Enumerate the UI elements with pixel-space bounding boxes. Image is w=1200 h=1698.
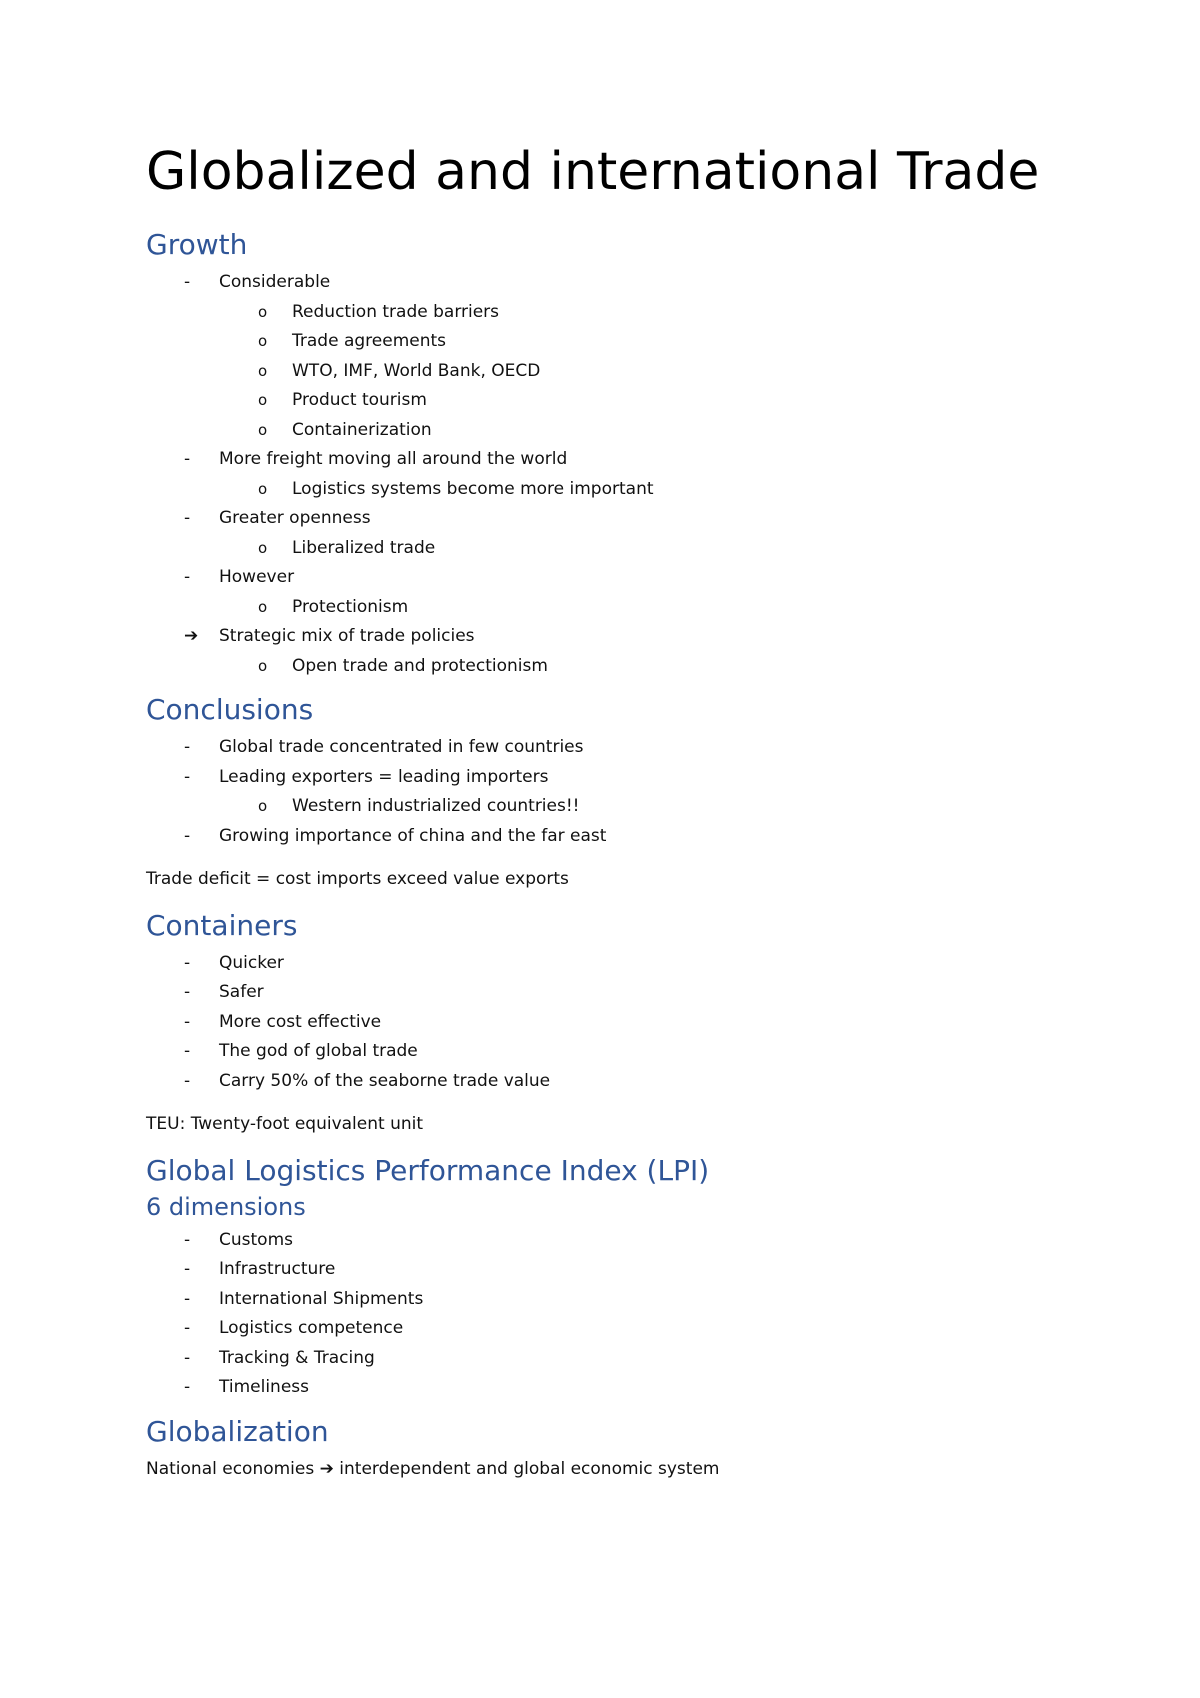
- circle-bullet-icon: o: [258, 797, 268, 815]
- dash-bullet-icon: -: [184, 1318, 191, 1338]
- sub-list: [146, 475, 1046, 505]
- list-item-text: Timeliness: [219, 1377, 309, 1397]
- list-item-text: Carry 50% of the seaborne trade value: [219, 1070, 551, 1091]
- sub-list-item-text: Protectionism: [292, 596, 409, 617]
- dash-bullet-icon: -: [184, 766, 191, 787]
- list-item-text: Safer: [219, 982, 264, 1002]
- list-item-text: Global trade concentrated in few countries: [219, 737, 584, 757]
- list-item: [146, 822, 1046, 852]
- list-item: [146, 1037, 1046, 1067]
- circle-bullet-icon: o: [258, 479, 268, 498]
- note-globalization: National economies ➔ interdependent and global economic system: [146, 1458, 720, 1479]
- sub-list: [146, 792, 1046, 822]
- dash-bullet-icon: -: [184, 449, 191, 469]
- list-item: [146, 978, 1046, 1008]
- list-item: [146, 733, 1046, 763]
- bullet-list-conclusions: [146, 733, 1046, 851]
- dash-bullet-icon: -: [184, 1347, 191, 1368]
- dash-bullet-icon: -: [184, 1070, 191, 1091]
- circle-bullet-icon: o: [258, 361, 268, 380]
- sub-list-item: [146, 298, 1046, 328]
- bullet-list-lpi: [146, 1226, 1046, 1403]
- list-item: [146, 622, 1046, 652]
- dash-bullet-icon: -: [184, 567, 191, 587]
- list-item: [146, 445, 1046, 475]
- sub-list: [146, 593, 1046, 623]
- section-heading-lpi: Global Logistics Performance Index (LPI): [146, 1153, 710, 1187]
- sub-list-item-text: Open trade and protectionism: [292, 655, 548, 676]
- section-conclusions: [146, 693, 1046, 895]
- list-item-text: Tracking & Tracing: [219, 1347, 375, 1368]
- sub-list-item: [146, 327, 1046, 357]
- list-item: [146, 1285, 1046, 1315]
- list-item-text: Strategic mix of trade policies: [219, 626, 475, 646]
- dash-bullet-icon: -: [184, 952, 191, 973]
- document-page: [146, 140, 1046, 1498]
- sub-list-item-text: Trade agreements: [292, 331, 447, 351]
- sub-list-item: [146, 534, 1046, 564]
- dash-bullet-icon: -: [184, 508, 191, 528]
- section-lpi: [146, 1154, 1046, 1403]
- sub-list-item: [146, 475, 1046, 505]
- sub-list-item: [146, 593, 1046, 623]
- sub-list: [146, 652, 1046, 682]
- dash-bullet-icon: -: [184, 737, 191, 757]
- circle-bullet-icon: o: [258, 597, 268, 616]
- list-item-text: Quicker: [219, 952, 284, 973]
- dash-bullet-icon: -: [184, 272, 191, 292]
- list-item-text: More freight moving all around the world: [219, 449, 568, 469]
- list-item: [146, 1344, 1046, 1374]
- note-trade-deficit: Trade deficit = cost imports exceed value exports: [146, 869, 569, 889]
- dash-bullet-icon: -: [184, 1377, 191, 1397]
- section-heading-growth: Growth: [146, 228, 248, 261]
- list-item-text: Logistics competence: [219, 1318, 404, 1338]
- sub-list-item: [146, 416, 1046, 446]
- dash-bullet-icon: -: [184, 1259, 191, 1279]
- sub-list-item-text: Containerization: [292, 419, 432, 440]
- list-item: [146, 563, 1046, 593]
- note-teu: TEU: Twenty-foot equivalent unit: [146, 1114, 424, 1134]
- dash-bullet-icon: -: [184, 825, 191, 846]
- dash-bullet-icon: -: [184, 1288, 191, 1309]
- list-item: [146, 1255, 1046, 1285]
- sub-list: [146, 534, 1046, 564]
- arrow-bullet-icon: ➔: [184, 626, 199, 646]
- sub-list-item-text: Liberalized trade: [292, 537, 436, 558]
- circle-bullet-icon: o: [258, 420, 268, 439]
- circle-bullet-icon: o: [258, 391, 268, 409]
- list-item-text: Greater openness: [219, 508, 371, 528]
- sub-list-item: [146, 357, 1046, 387]
- section-globalization: [146, 1415, 1046, 1485]
- list-item: [146, 268, 1046, 298]
- sub-list-item-text: Reduction trade barriers: [292, 301, 500, 322]
- section-growth: [146, 228, 1046, 681]
- sub-list-item-text: Logistics systems become more important: [292, 478, 654, 499]
- sub-list-item-text: Western industrialized countries!!: [292, 796, 580, 816]
- section-containers: [146, 909, 1046, 1140]
- list-item: [146, 1067, 1046, 1097]
- dash-bullet-icon: -: [184, 982, 191, 1002]
- sub-list-item: [146, 652, 1046, 682]
- list-item-text: Considerable: [219, 272, 331, 292]
- list-item-text: The god of global trade: [219, 1041, 418, 1061]
- sub-list: [146, 298, 1046, 446]
- list-item-text: More cost effective: [219, 1011, 382, 1032]
- sub-list-item-text: WTO, IMF, World Bank, OECD: [292, 360, 541, 381]
- circle-bullet-icon: o: [258, 302, 268, 321]
- list-item: [146, 1373, 1046, 1403]
- list-item: [146, 763, 1046, 793]
- circle-bullet-icon: o: [258, 538, 268, 557]
- list-item-text: Infrastructure: [219, 1259, 336, 1279]
- list-item-text: International Shipments: [219, 1288, 424, 1309]
- dash-bullet-icon: -: [184, 1011, 191, 1032]
- circle-bullet-icon: o: [258, 656, 268, 675]
- dash-bullet-icon: -: [184, 1229, 191, 1250]
- bullet-list-growth: [146, 268, 1046, 681]
- list-item: [146, 949, 1046, 979]
- subheading-dimensions: 6 dimensions: [146, 1192, 306, 1221]
- bullet-list-containers: [146, 949, 1046, 1097]
- circle-bullet-icon: o: [258, 332, 268, 350]
- section-heading-conclusions: Conclusions: [146, 693, 314, 726]
- sub-list-item: [146, 386, 1046, 416]
- list-item-text: Customs: [219, 1229, 293, 1250]
- document-title: Globalized and international Trade: [146, 142, 1040, 202]
- sub-list-item: [146, 792, 1046, 822]
- section-heading-containers: Containers: [146, 908, 298, 942]
- list-item: [146, 504, 1046, 534]
- list-item-text: Growing importance of china and the far east: [219, 825, 607, 846]
- sub-list-item-text: Product tourism: [292, 390, 427, 410]
- list-item: [146, 1314, 1046, 1344]
- list-item-text: However: [219, 567, 295, 587]
- list-item: [146, 1226, 1046, 1256]
- section-heading-globalization: Globalization: [146, 1414, 329, 1448]
- list-item: [146, 1008, 1046, 1038]
- dash-bullet-icon: -: [184, 1041, 191, 1061]
- list-item-text: Leading exporters = leading importers: [219, 766, 549, 787]
